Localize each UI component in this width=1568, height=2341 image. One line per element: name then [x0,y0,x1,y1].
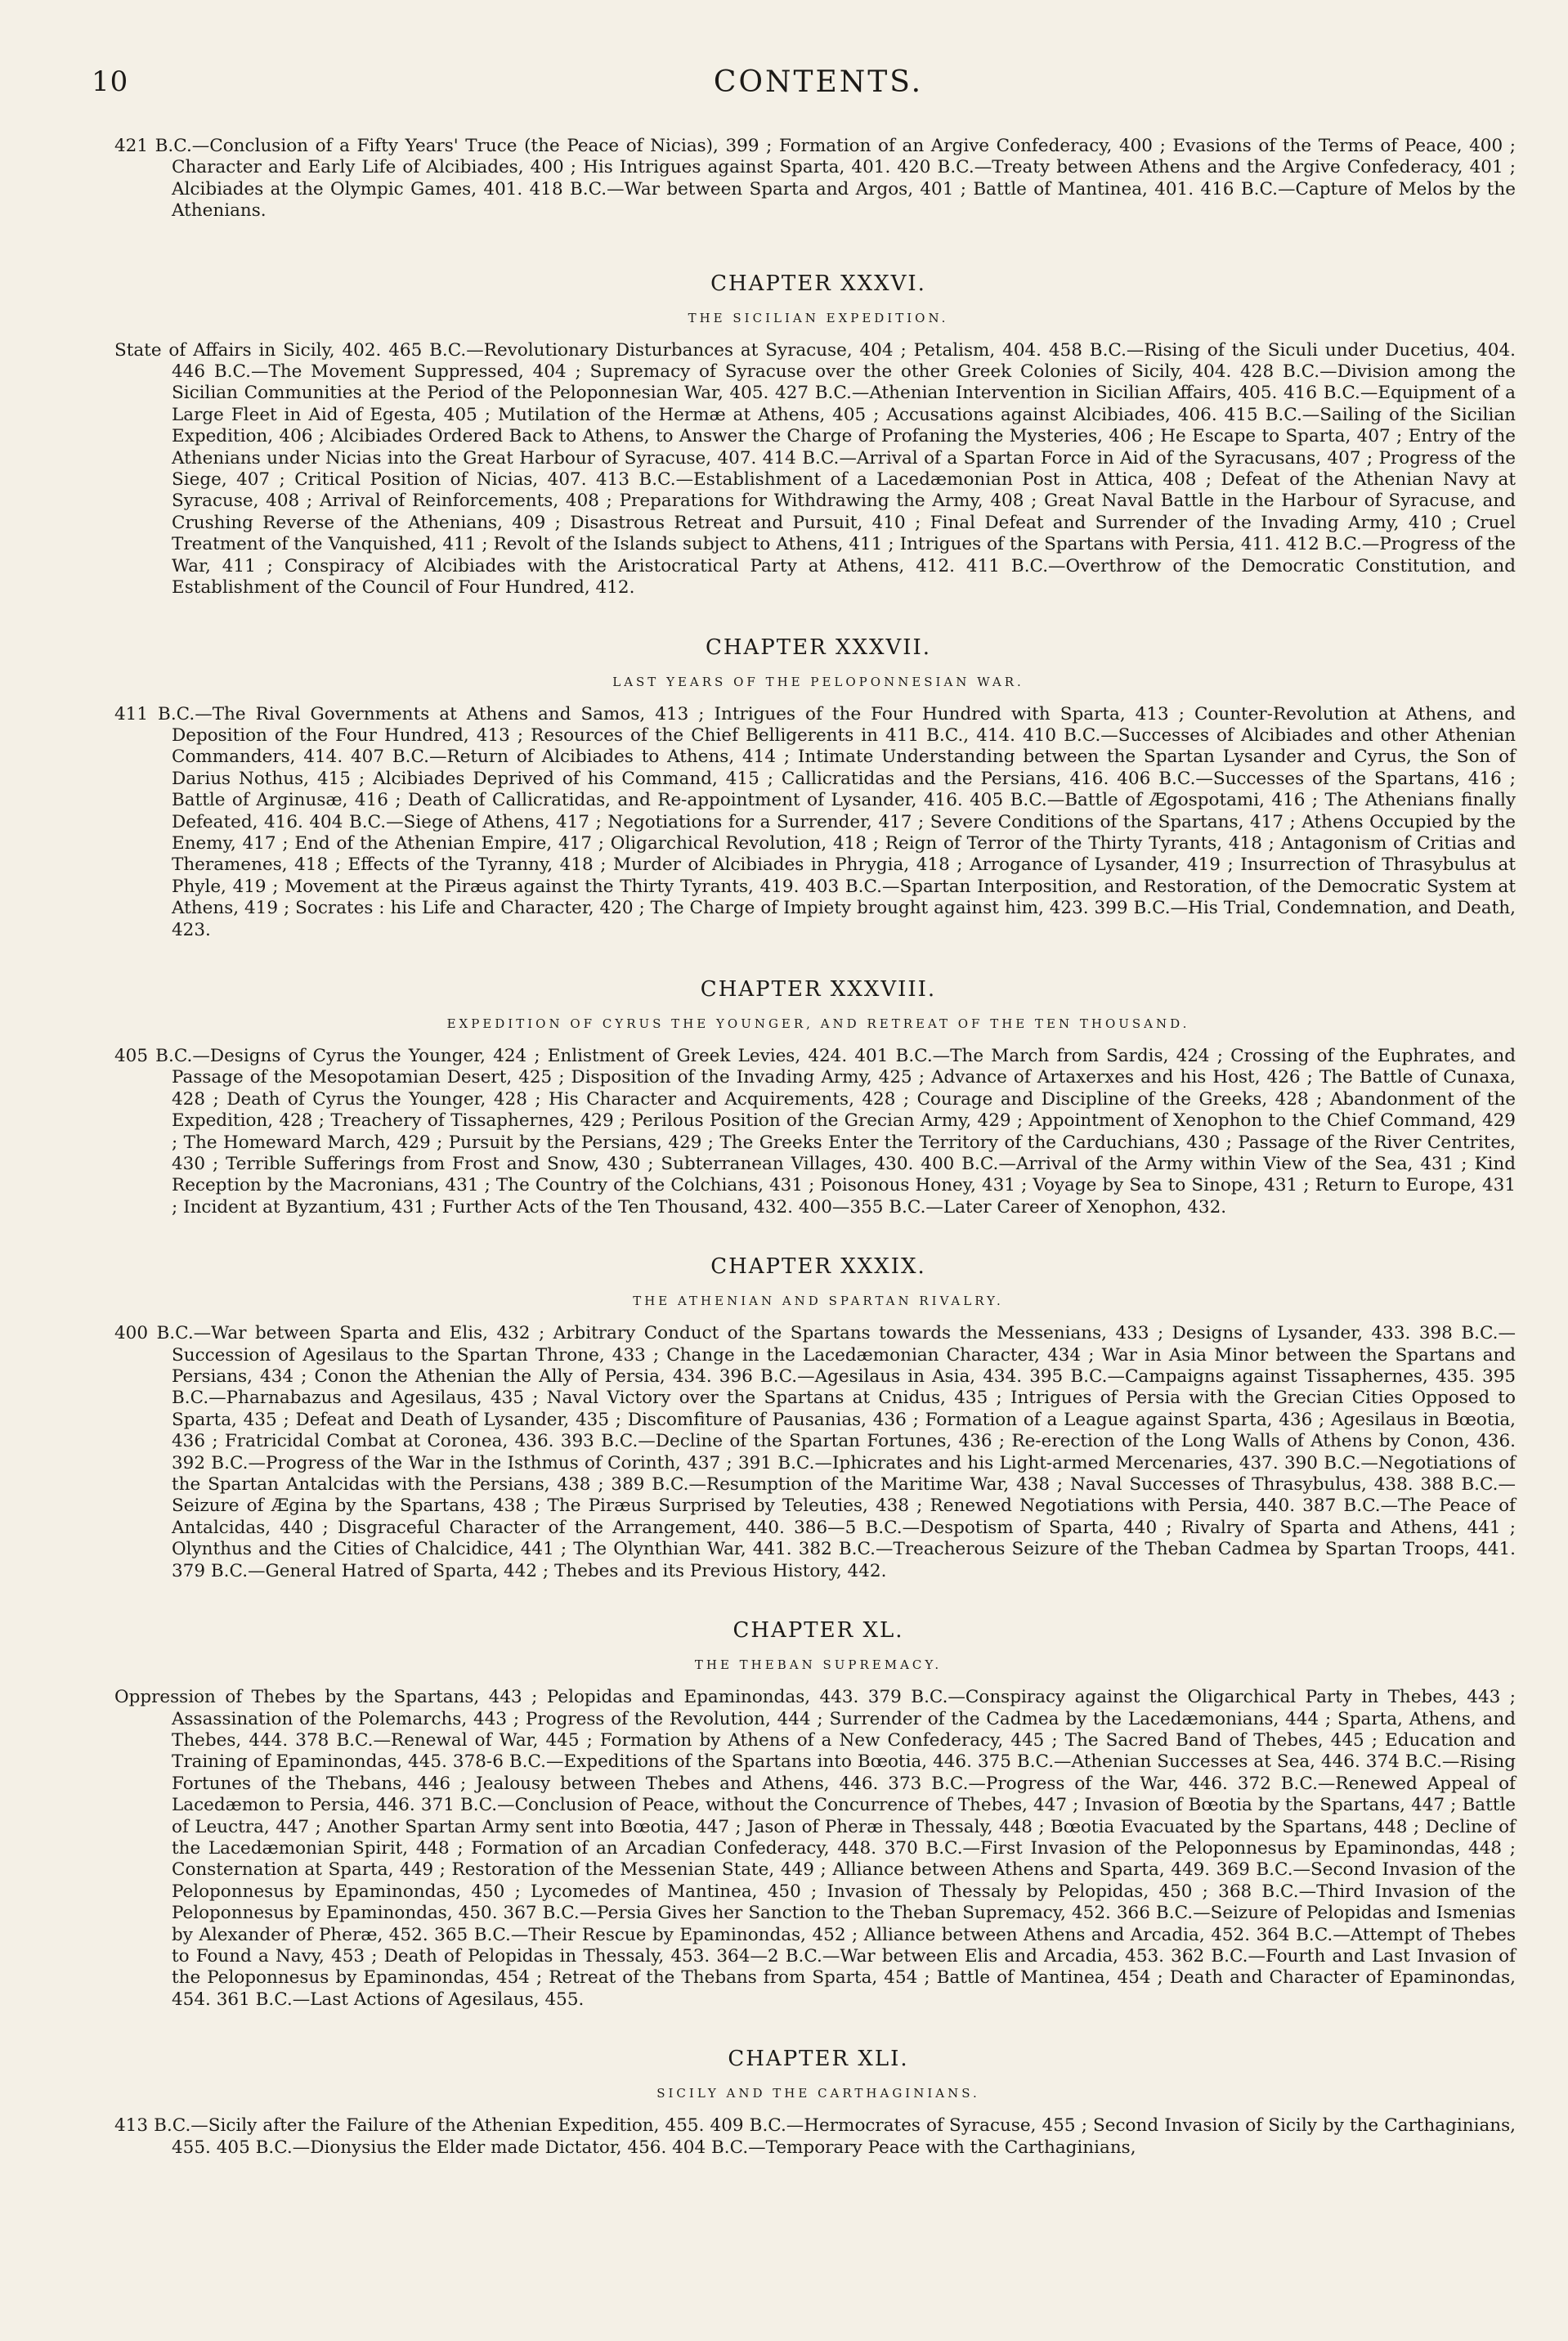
chapter-subtitle: THE ATHENIAN AND SPARTAN RIVALRY. [633,1294,1004,1309]
chapter-heading: CHAPTER XXXVI. [710,271,926,296]
chapter-subtitle: THE THEBAN SUPREMACY. [694,1657,943,1673]
chapter-heading: CHAPTER XLI. [728,2047,909,2072]
chapter-39 [108,1254,1529,1582]
page-number: 10 [92,65,129,98]
running-head [92,57,1529,106]
chapter-summary: 400 B.C.—War between Sparta and Elis, 432 ; Arbitrary Conduct of the Spartans towards the Messenians, 433 ; Designs of Lysander, 433. 398 B.C.—Succession of Agesilaus to the Spartan Throne, 433 ; Change in the Lacedæmonian Character, 434 ; War in Asia Minor between the Spartans and Persians, 434 ; Conon the Athenian the Ally of Persia, 434. 396 B.C.—Agesilaus in Asia, 434. 395 B.C.—Campaigns against Tissaphernes, 435. 395 B.C.—Pharnabazus and Agesilaus, 435 ; Naval Victory over the Spartans at Cnidus, 435 ; Intrigues of Persia with the Grecian Cities Opposed to Sparta, 435 ; Defeat and Death of Lysander, 435 ; Discomfiture of Pausanias, 436 ; Formation of a League against Sparta, 436 ; Agesilaus in Bœotia, 436 ; Fratricidal Combat at Coronea, 436. 393 B.C.—Decline of the Spartan Fortunes, 436 ; Re-erection of the Long Walls of Athens by Conon, 436. 392 B.C.—Progress of the War in the Isthmus of Corinth, 437 ; 391 B.C.—Iphicrates and his Light-armed Mercenaries, 437. 390 B.C.—Negotiations of the Spartan Antalcidas with the Persians, 438 ; 389 B.C.—Resumption of the Maritime War, 438 ; Naval Successes of Thrasybulus, 438. 388 B.C.—Seizure of Ægina by the Spartans, 438 ; The Piræus Surprised by Teleuties, 438 ; Renewed Negotiations with Persia, 440. 387 B.C.—The Peace of Antalcidas, 440 ; Disgraceful Character of the Arrangement, 440. 386—5 B.C.—Despotism of Sparta, 440 ; Rivalry of Sparta and Athens, 441 ; Olynthus and the Cities of Chalcidice, 441 ; The Olynthian War, 441. 382 B.C.—Treacherous Seizure of the Theban Cadmea by Spartan Troops, 441. 379 B.C.—General Hatred of Sparta, 442 ; Thebes and its Previous History, 442. [114,1323,1516,1581]
chapter-subtitle: EXPEDITION OF CYRUS THE YOUNGER, AND RETREAT OF THE TEN THOUSAND. [446,1016,1190,1031]
chapter-summary: State of Affairs in Sicily, 402. 465 B.C.—Revolutionary Disturbances at Syracuse, 404 ; Petalism, 404. 458 B.C.—Rising of the Siculi under Ducetius, 404. 446 B.C.—The Movement Suppressed, 404 ; Supremacy of Syracuse over the other Greek Colonies of Sicily, 404. 428 B.C.—Division among the Sicilian Communities at the Period of the Peloponnesian War, 405. 427 B.C.—Athenian Intervention in Sicilian Affairs, 405. 416 B.C.—Equipment of a Large Fleet in Aid of Egesta, 405 ; Mutilation of the Hermæ at Athens, 405 ; Accusations against Alcibiades, 406. 415 B.C.—Sailing of the Sicilian Expedition, 406 ; Alcibiades Ordered Back to Athens, to Answer the Charge of Profaning the Mysteries, 406 ; He Escape to Sparta, 407 ; Entry of the Athenians under Nicias into the Great Harbour of Syracuse, 407. 414 B.C.—Arrival of a Spartan Force in Aid of the Syracusans, 407 ; Progress of the Siege, 407 ; Critical Position of Nicias, 407. 413 B.C.—Establishment of a Lacedæmonian Post in Attica, 408 ; Defeat of the Athenian Navy at Syracuse, 408 ; Arrival of Reinforcements, 408 ; Preparations for Withdrawing the Army, 408 ; Great Naval Battle in the Harbour of Syracuse, and Crushing Reverse of the Athenians, 409 ; Disastrous Retreat and Pursuit, 410 ; Final Defeat and Surrender of the Invading Army, 410 ; Cruel Treatment of the Vanquished, 411 ; Revolt of the Islands subject to Athens, 411 ; Intrigues of the Spartans with Persia, 411. 412 B.C.—Progress of the War, 411 ; Conspiracy of Alcibiades with the Aristocratical Party at Athens, 412. 411 B.C.—Overthrow of the Democratic Constitution, and Establishment of the Council of Four Hundred, 412. [114,339,1516,599]
chapter-subtitle: THE SICILIAN EXPEDITION. [688,310,949,325]
chapter-summary: 411 B.C.—The Rival Governments at Athens and Samos, 413 ; Intrigues of the Four Hundred with Sparta, 413 ; Counter-Revolution at Athens, and Deposition of the Four Hundred, 413 ; Resources of the Chief Belligerents in 411 B.C., 414. 410 B.C.—Successes of Alcibiades and other Athenian Commanders, 414. 407 B.C.—Return of Alcibiades to Athens, 414 ; Intimate Understanding between the Spartan Lysander and Cyrus, the Son of Darius Nothus, 415 ; Alcibiades Deprived of his Command, 415 ; Callicratidas and the Persians, 416. 406 B.C.—Successes of the Spartans, 416 ; Battle of Arginusæ, 416 ; Death of Callicratidas, and Re-appointment of Lysander, 416. 405 B.C.—Battle of Ægospotami, 416 ; The Athenians finally Defeated, 416. 404 B.C.—Siege of Athens, 417 ; Negotiations for a Surrender, 417 ; Severe Conditions of the Spartans, 417 ; Athens Occupied by the Enemy, 417 ; End of the Athenian Empire, 417 ; Oligarchical Revolution, 418 ; Reign of Terror of the Thirty Tyrants, 418 ; Antagonism of Critias and Theramenes, 418 ; Effects of the Tyranny, 418 ; Murder of Alcibiades in Phrygia, 418 ; Arrogance of Lysander, 419 ; Insurrection of Thrasybulus at Phyle, 419 ; Movement at the Piræus against the Thirty Tyrants, 419. 403 B.C.—Spartan Interposition, and Restoration, of the Democratic System at Athens, 419 ; Socrates : his Life and Character, 420 ; The Charge of Impiety brought against him, 423. 399 B.C.—His Trial, Condemnation, and Death, 423. [114,703,1516,940]
chapter-summary: 413 B.C.—Sicily after the Failure of the Athenian Expedition, 455. 409 B.C.—Hermocrates of Syracuse, 455 ; Second Invasion of Sicily by the Carthaginians, 455. 405 B.C.—Dionysius the Elder made Dictator, 456. 404 B.C.—Temporary Peace with the Carthaginians, [114,2115,1516,2158]
chapter-38 [108,977,1529,1218]
chapter-summary: 405 B.C.—Designs of Cyrus the Younger, 424 ; Enlistment of Greek Levies, 424. 401 B.C.—The March from Sardis, 424 ; Crossing of the Euphrates, and Passage of the Mesopotamian Desert, 425 ; Disposition of the Invading Army, 425 ; Advance of Artaxerxes and his Host, 426 ; The Battle of Cunaxa, 428 ; Death of Cyrus the Younger, 428 ; His Character and Acquirements, 428 ; Courage and Discipline of the Greeks, 428 ; Abandonment of the Expedition, 428 ; Treachery of Tissaphernes, 429 ; Perilous Position of the Grecian Army, 429 ; Appointment of Xenophon to the Chief Command, 429 ; The Homeward March, 429 ; Pursuit by the Persians, 429 ; The Greeks Enter the Territory of the Carduchians, 430 ; Passage of the River Centrites, 430 ; Terrible Sufferings from Frost and Snow, 430 ; Subterranean Villages, 430. 400 B.C.—Arrival of the Army within View of the Sea, 431 ; Kind Reception by the Macronians, 431 ; The Country of the Colchians, 431 ; Poisonous Honey, 431 ; Voyage by Sea to Sinope, 431 ; Return to Europe, 431 ; Incident at Byzantium, 431 ; Further Acts of the Ten Thousand, 432. 400—355 B.C.—Later Career of Xenophon, 432. [114,1045,1516,1218]
chapter-heading: CHAPTER XXXIX. [710,1254,926,1280]
chapter-40 [108,1618,1529,2011]
chapter-41 [108,2047,1529,2159]
chapter-summary: Oppression of Thebes by the Spartans, 443 ; Pelopidas and Epaminondas, 443. 379 B.C.—Conspiracy against the Oligarchical Party in Thebes, 443 ; Assassination of the Polemarchs, 443 ; Progress of the Revolution, 444 ; Surrender of the Cadmea by the Lacedæmonians, 444 ; Sparta, Athens, and Thebes, 444. 378 B.C.—Renewal of War, 445 ; Formation by Athens of a New Confederacy, 445 ; The Sacred Band of Thebes, 445 ; Education and Training of Epaminondas, 445. 378-6 B.C.—Expeditions of the Spartans into Bœotia, 446. 375 B.C.—Athenian Successes at Sea, 446. 374 B.C.—Rising Fortunes of the Thebans, 446 ; Jealousy between Thebes and Athens, 446. 373 B.C.—Progress of the War, 446. 372 B.C.—Renewed Appeal of Lacedæmon to Persia, 446. 371 B.C.—Conclusion of Peace, without the Concurrence of Thebes, 447 ; Invasion of Bœotia by the Spartans, 447 ; Battle of Leuctra, 447 ; Another Spartan Army sent into Bœotia, 447 ; Jason of Pheræ in Thessaly, 448 ; Bœotia Evacuated by the Spartans, 448 ; Decline of the Lacedæmonian Spirit, 448 ; Formation of an Arcadian Confederacy, 448. 370 B.C.—First Invasion of the Peloponnesus by Epaminondas, 448 ; Consternation at Sparta, 449 ; Restoration of the Messenian State, 449 ; Alliance between Athens and Sparta, 449. 369 B.C.—Second Invasion of the Peloponnesus by Epaminondas, 450 ; Lycomedes of Mantinea, 450 ; Invasion of Thessaly by Pelopidas, 450 ; 368 B.C.—Third Invasion of the Peloponnesus by Epaminondas, 450. 367 B.C.—Persia Gives her Sanction to the Theban Supremacy, 452. 366 B.C.—Seizure of Pelopidas and Ismenias by Alexander of Pheræ, 452. 365 B.C.—Their Rescue by Epaminondas, 452 ; Alliance between Athens and Arcadia, 452. 364 B.C.—Attempt of Thebes to Found a Navy, 453 ; Death of Pelopidas in Thessaly, 453. 364—2 B.C.—War between Elis and Arcadia, 453. 362 B.C.—Fourth and Last Invasion of the Peloponnesus by Epaminondas, 454 ; Retreat of the Thebans from Sparta, 454 ; Battle of Mantinea, 454 ; Death and Character of Epaminondas, 454. 361 B.C.—Last Actions of Agesilaus, 455. [114,1687,1516,2010]
chapter-heading: CHAPTER XXXVII. [705,635,932,660]
chapter-heading: CHAPTER XL. [732,1618,904,1644]
chapter-37 [108,635,1529,941]
chapter-subtitle: LAST YEARS OF THE PELOPONNESIAN WAR. [612,674,1024,689]
chapter-heading: CHAPTER XXXVIII. [700,976,937,1002]
chapter-36 [108,271,1529,599]
page-title: CONTENTS. [713,65,924,99]
chapter-subtitle: SICILY AND THE CARTHAGINIANS. [656,2086,980,2101]
continued-chapter-text: 421 B.C.—Conclusion of a Fifty Years' Truce (the Peace of Nicias), 399 ; Formation of an Argive Confederacy, 400 ; Evasions of the Terms of Peace, 400 ; Character and Early Life of Alcibiades, 400 ; His Intrigues against Sparta, 401. 420 B.C.—Treaty between Athens and the Argive Confederacy, 401 ; Alcibiades at the Olympic Games, 401. 418 B.C.—War between Sparta and Argos, 401 ; Battle of Mantinea, 401. 416 B.C.—Capture of Melos by the Athenians. [114,136,1516,222]
